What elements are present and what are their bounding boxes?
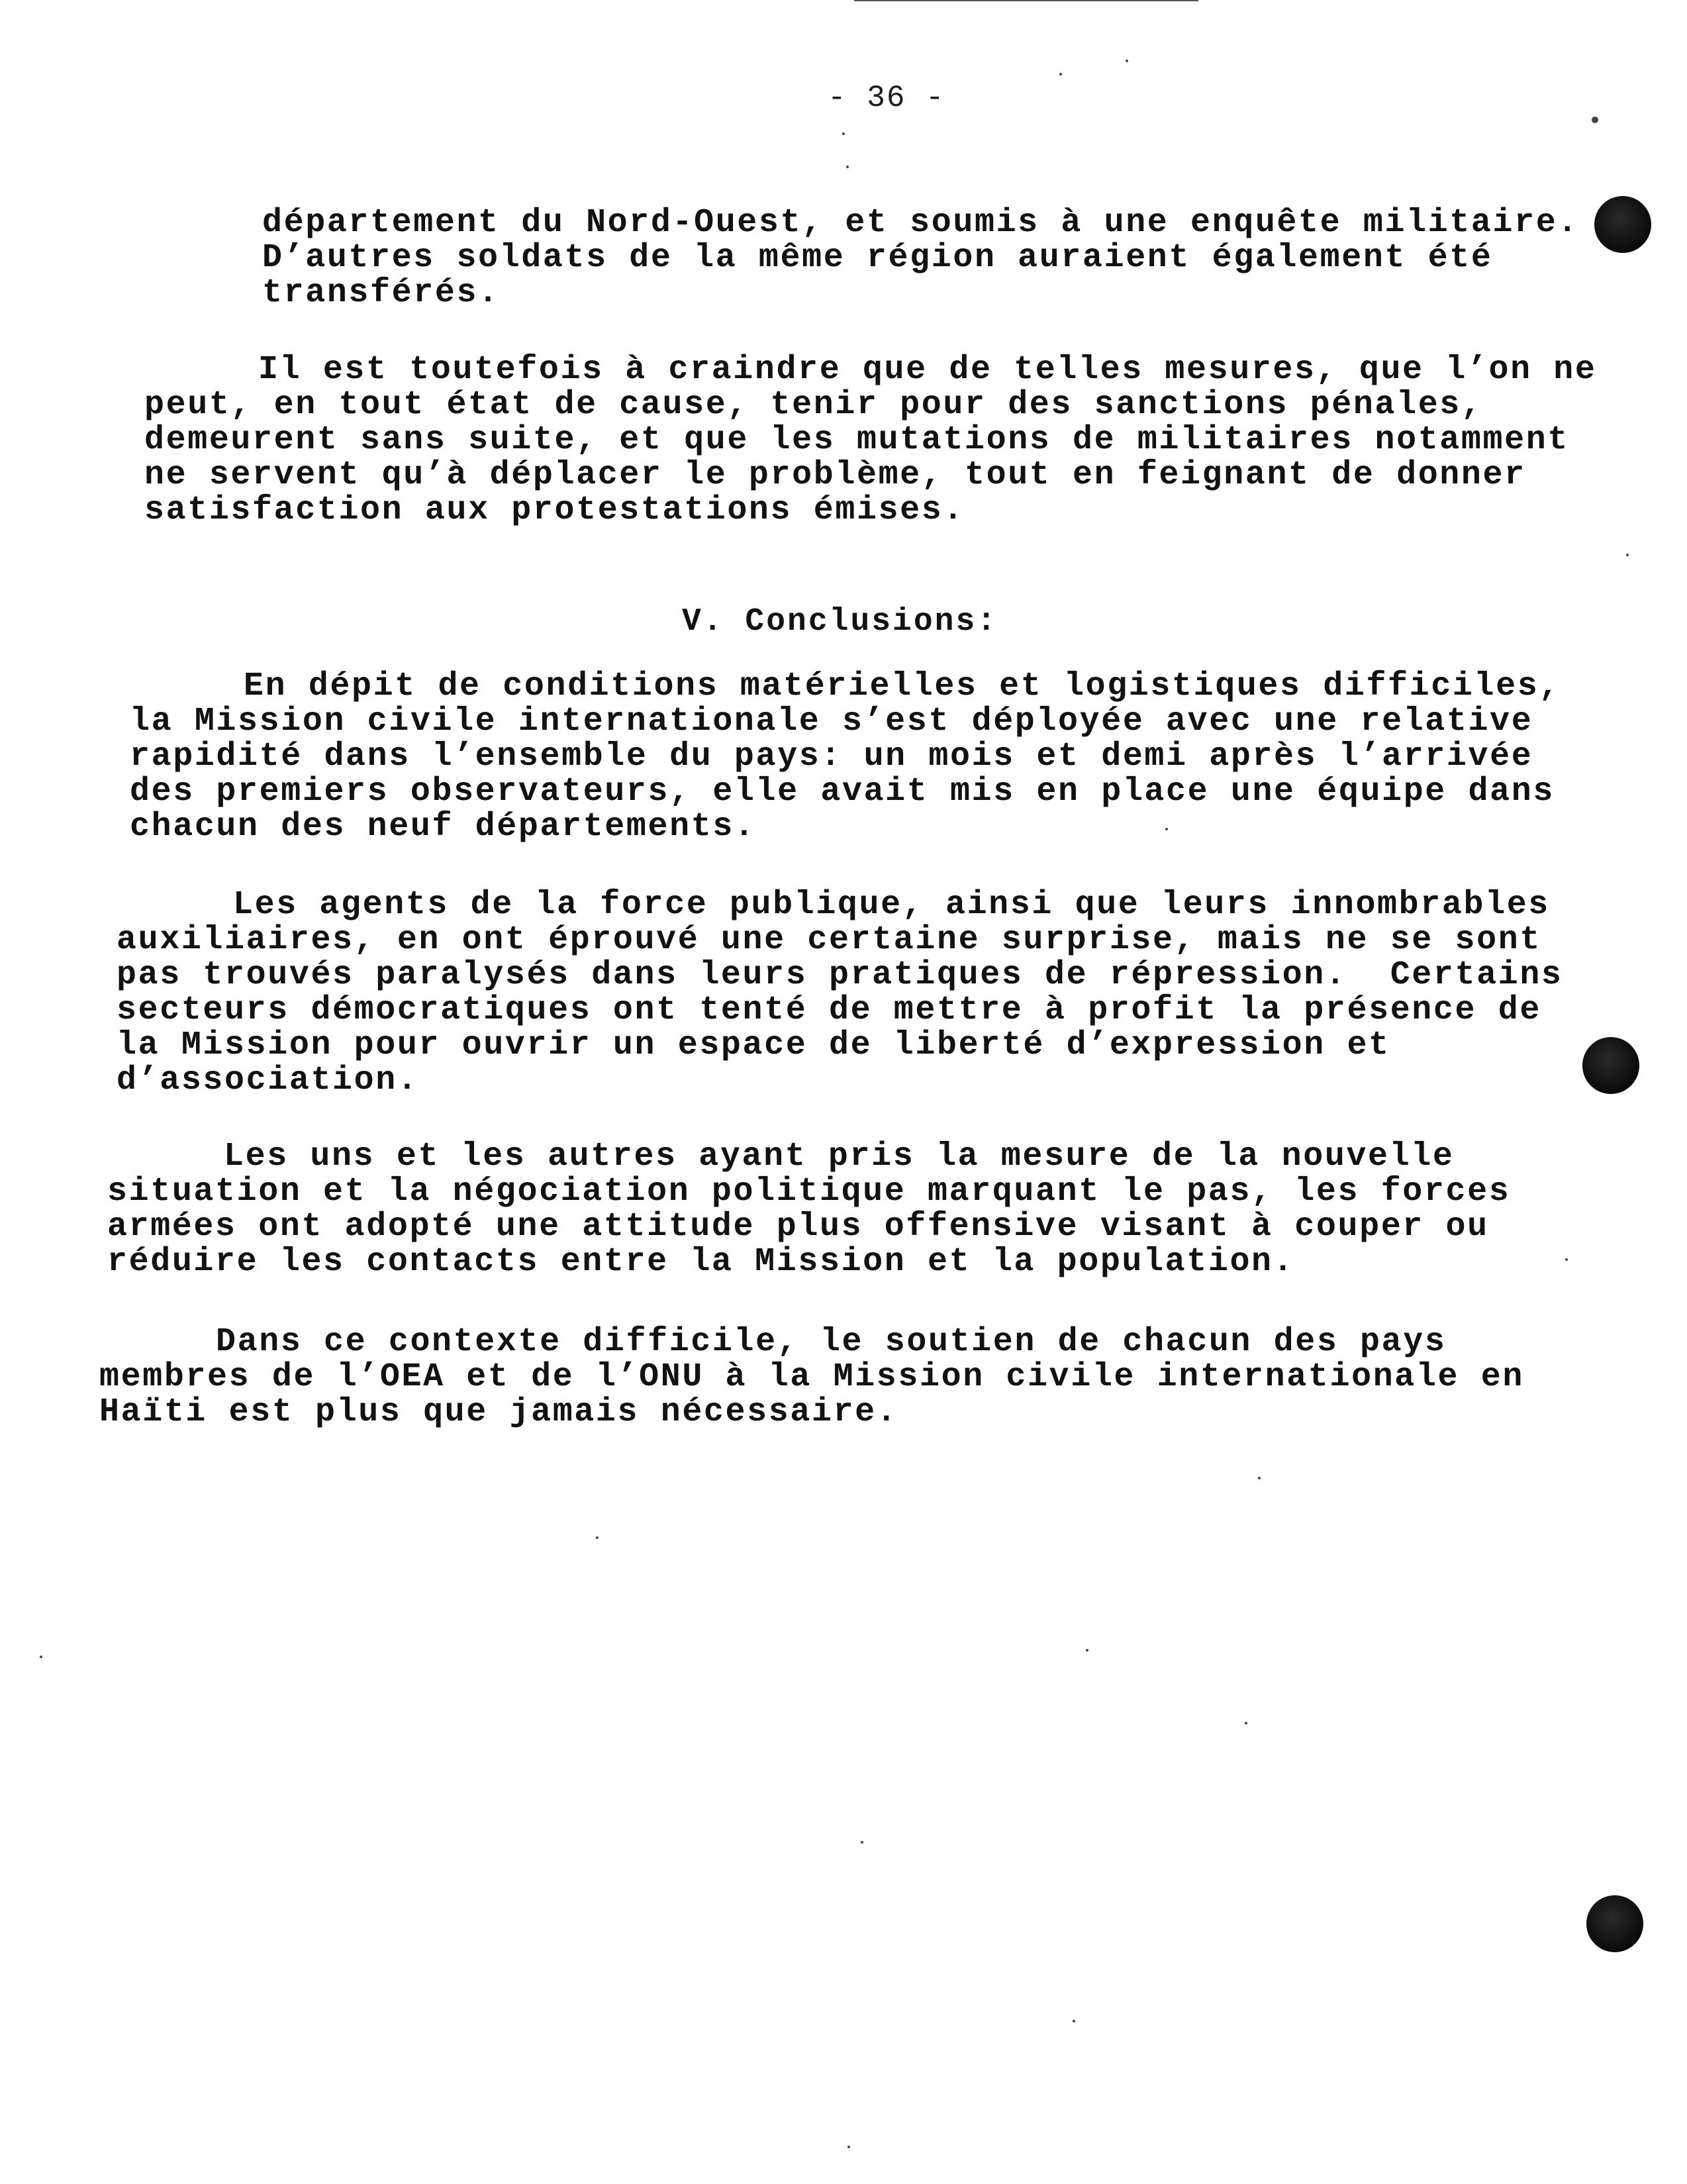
paragraph-line: armées ont adopté une attitude plus offensive visant à couper ou — [107, 1208, 1489, 1246]
scan-speck — [1258, 1477, 1261, 1479]
paragraph-line: rapidité dans l’ensemble du pays: un mois et demi après l’arrivée — [130, 738, 1533, 775]
paragraph-line: satisfaction aux protestations émises. — [144, 491, 965, 529]
scan-speck — [1592, 117, 1598, 123]
paragraph-line: Haïti est plus que jamais nécessaire. — [99, 1393, 898, 1431]
paragraph-line: ne servent qu’à déplacer le problème, tout en feignant de donner — [144, 456, 1526, 494]
punch-hole-top — [1594, 196, 1651, 253]
paragraph-4 — [107, 1139, 1537, 1279]
intro-line: transférés. — [262, 274, 500, 312]
punch-hole-middle — [1582, 1037, 1639, 1094]
scan-speck — [1626, 554, 1629, 556]
paragraph-line: d’association. — [117, 1062, 419, 1099]
paragraph-line: Les uns et les autres ayant pris la mesure de la nouvelle — [224, 1138, 1455, 1175]
scan-speck — [1565, 1258, 1568, 1261]
paragraph-3 — [117, 886, 1563, 1099]
scan-speck — [40, 1656, 42, 1658]
paragraph-line: la Mission pour ouvrir un espace de liberté d’expression et — [117, 1026, 1390, 1064]
intro-line: département du Nord-Ouest, et soumis à une enquête militaire. — [262, 204, 1579, 242]
scan-speck — [1059, 73, 1062, 75]
scan-speck — [842, 132, 845, 135]
paragraph-line: Il est toutefois à craindre que de telles mesures, que l’on ne — [258, 351, 1597, 389]
paragraph-line: la Mission civile internationale s’est déployée avec une relative — [130, 703, 1533, 740]
paragraph-line: réduire les contacts entre la Mission et la population. — [107, 1243, 1295, 1281]
paragraph-line: pas trouvés paralysés dans leurs pratiques de répression. Certains — [117, 956, 1563, 994]
paragraph-5 — [99, 1324, 1529, 1430]
scan-speck — [846, 166, 849, 168]
scan-speck — [1126, 60, 1128, 62]
scan-speck — [847, 2146, 850, 2148]
intro-line: D’autres soldats de la même région auraient également été — [262, 239, 1493, 277]
scan-speck — [861, 1841, 863, 1844]
page-number: - 36 - — [828, 81, 945, 115]
paragraph-line: situation et la négociation politique marquant le pas, les forces — [107, 1173, 1511, 1211]
paragraph-line: secteurs démocratiques ont tenté de mettre à profit la présence de — [117, 991, 1541, 1029]
scan-speck — [1086, 1649, 1088, 1652]
paragraph-line: Les agents de la force publique, ainsi que leurs innombrables — [233, 886, 1550, 924]
paragraph-line: auxiliaires, en ont éprouvé une certaine surprise, mais ne se sont — [117, 921, 1541, 959]
paragraph-line: membres de l’OEA et de l’ONU à la Mission civile internationale en — [99, 1358, 1524, 1396]
paragraph-line: En dépit de conditions matérielles et logistiques difficiles, — [244, 668, 1561, 705]
paragraph-2 — [130, 669, 1560, 844]
punch-hole-bottom — [1586, 1895, 1643, 1952]
scan-speck — [1165, 828, 1168, 830]
top-scan-edge — [854, 0, 1198, 1]
paragraph-line: demeurent sans suite, et que les mutations de militaires notamment — [144, 421, 1569, 459]
scan-speck — [1245, 1722, 1247, 1724]
paragraph-1 — [144, 351, 1597, 529]
paragraph-line: des premiers observateurs, elle avait mis en place une équipe dans — [130, 773, 1555, 811]
section-heading: V. Conclusions: — [682, 604, 998, 640]
paragraph-line: peut, en tout état de cause, tenir pour des sanctions pénales, — [144, 386, 1483, 424]
paragraph-line: chacun des neuf départements. — [130, 808, 756, 846]
scan-speck — [1073, 2020, 1075, 2022]
intro-paragraph — [262, 205, 1578, 311]
scan-speck — [596, 1536, 599, 1539]
paragraph-line: Dans ce contexte difficile, le soutien de chacun des pays — [216, 1323, 1447, 1361]
